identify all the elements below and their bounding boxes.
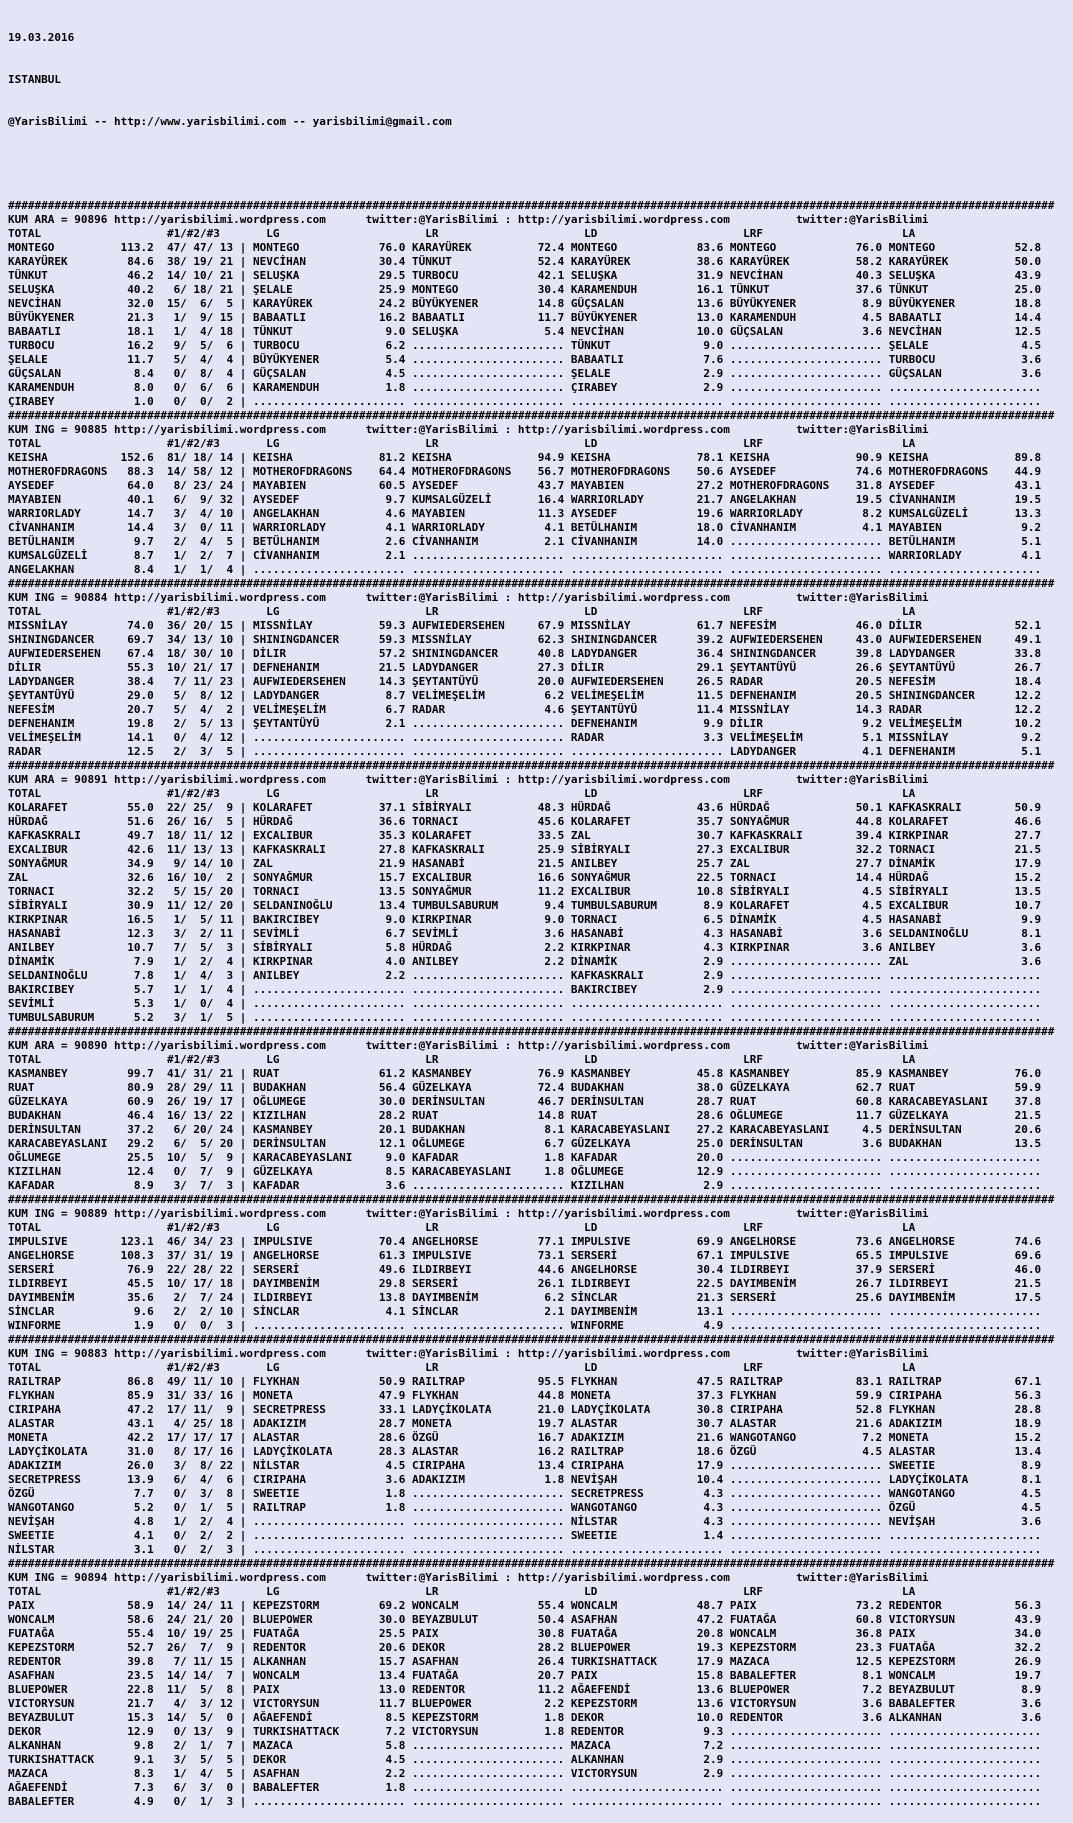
- data-row: HASANABİ 12.3 3/ 2/ 11 | SEVİMLİ 6.7 SEVİMLİ 3.6 HASANABİ 4.3 HASANABİ 3.6 SELDANINOĞLU 8.1: [8, 927, 1048, 940]
- data-row: WARRIORLADY 14.7 3/ 4/ 10 | ANGELAKHAN 4.6 MAYABIEN 11.3 AYSEDEF 19.6 WARRIORLADY 8.2 KUMSALGÜZELİ 13.3: [8, 507, 1048, 520]
- data-row: KAFKASKRALI 49.7 18/ 11/ 12 | EXCALIBUR 35.3 KOLARAFET 33.5 ZAL 30.7 KAFKASKRALI 39.4 KIRKPINAR 27.7: [8, 829, 1048, 842]
- data-row: CIRIPAHA 47.2 17/ 11/ 9 | SECRETPRESS 33.1 LADYÇİKOLATA 21.0 LADYÇİKOLATA 30.8 CIRIPAHA 52.8 FLYKHAN 28.8: [8, 1403, 1048, 1416]
- data-row: ILDIRBEYI 45.5 10/ 17/ 18 | DAYIMBENİM 29.8 SERSERİ 26.1 ILDIRBEYI 22.5 DAYIMBENİM 26.7 ILDIRBEYI 21.5: [8, 1277, 1048, 1290]
- section-header: KUM ARA = 90891 http://yarisbilimi.wordpress.com twitter:@YarisBilimi : http://yarisbilimi.wordpress.com twitter:@YarisBilimi: [8, 773, 929, 786]
- section-separator: ##############################################################################################################################################################: [8, 1025, 1055, 1038]
- data-row: ÖZGÜ 7.7 0/ 3/ 8 | SWEETIE 1.8 ....................... SECRETPRESS 4.3 ....................... WANGOTANGO 4.5: [8, 1487, 1048, 1500]
- section-separator: ##############################################################################################################################################################: [8, 1193, 1055, 1206]
- data-row: ADAKIZIM 26.0 3/ 8/ 22 | NİLSTAR 4.5 CIRIPAHA 13.4 CIRIPAHA 17.9 ....................... SWEETIE 8.9: [8, 1459, 1048, 1472]
- data-row: FLYKHAN 85.9 31/ 33/ 16 | MONETA 47.9 FLYKHAN 44.8 MONETA 37.3 FLYKHAN 59.9 CIRIPAHA 56.3: [8, 1389, 1048, 1402]
- data-row: SHININGDANCER 69.7 34/ 13/ 10 | SHININGDANCER 59.3 MISSNİLAY 62.3 SHININGDANCER 39.2 AUFWIEDERSEHEN 43.0 AUFWIEDERSEHEN 49.1: [8, 633, 1048, 646]
- column-header-row: TOTAL #1/#2/#3 LG LR LD LRF LA: [8, 1361, 916, 1374]
- data-row: FUATAĞA 55.4 10/ 19/ 25 | FUATAĞA 25.5 PAIX 30.8 FUATAĞA 20.8 WONCALM 36.8 PAIX 34.0: [8, 1627, 1048, 1640]
- data-row: SWEETIE 4.1 0/ 2/ 2 | ....................... ....................... SWEETIE 1.4 ....................... .......................: [8, 1529, 1048, 1542]
- data-row: KEPEZSTORM 52.7 26/ 7/ 9 | REDENTOR 20.6 DEKOR 28.2 BLUEPOWER 19.3 KEPEZSTORM 23.3 FUATAĞA 32.2: [8, 1641, 1048, 1654]
- data-row: NEVİŞAH 4.8 1/ 2/ 4 | ....................... ....................... NİLSTAR 4.3 ....................... NEVİŞAH 3.6: [8, 1515, 1048, 1528]
- data-row: KEISHA 152.6 81/ 18/ 14 | KEISHA 81.2 KEISHA 94.9 KEISHA 78.1 KEISHA 90.9 KEISHA 89.8: [8, 451, 1048, 464]
- data-row: DERİNSULTAN 37.2 6/ 20/ 24 | KASMANBEY 20.1 BUDAKHAN 8.1 KARACABEYASLANI 27.2 KARACABEYASLANI 4.5 DERİNSULTAN 20.6: [8, 1123, 1048, 1136]
- column-header-row: TOTAL #1/#2/#3 LG LR LD LRF LA: [8, 1585, 916, 1598]
- data-row: AYSEDEF 64.0 8/ 23/ 24 | MAYABIEN 60.5 AYSEDEF 43.7 MAYABIEN 27.2 MOTHEROFDRAGONS 31.8 AYSEDEF 43.1: [8, 479, 1048, 492]
- data-row: WINFORME 1.9 0/ 0/ 3 | ....................... ....................... WINFORME 4.9 ....................... .......................: [8, 1319, 1048, 1332]
- data-row: TUMBULSABURUM 5.2 3/ 1/ 5 | ....................... ....................... ....................... ....................... .......................: [8, 1011, 1048, 1024]
- column-header-row: TOTAL #1/#2/#3 LG LR LD LRF LA: [8, 1053, 916, 1066]
- data-row: LADYDANGER 38.4 7/ 11/ 23 | AUFWIEDERSEHEN 14.3 ŞEYTANTÜYÜ 20.0 AUFWIEDERSEHEN 26.5 RADAR 20.5 NEFESİM 18.4: [8, 675, 1048, 688]
- section-header: KUM ING = 90894 http://yarisbilimi.wordpress.com twitter:@YarisBilimi : http://yarisbilimi.wordpress.com twitter:@YarisBilimi: [8, 1571, 929, 1584]
- data-row: EXCALIBUR 42.6 11/ 13/ 13 | KAFKASKRALI 27.8 KAFKASKRALI 25.9 SİBİRYALI 27.3 EXCALIBUR 32.2 TORNACI 21.5: [8, 843, 1048, 856]
- data-row: OĞLUMEGE 25.5 10/ 5/ 9 | KARACABEYASLANI 9.0 KAFADAR 1.8 KAFADAR 20.0 ....................... .......................: [8, 1151, 1048, 1164]
- data-row: DİLIR 55.3 10/ 21/ 17 | DEFNEHANIM 21.5 LADYDANGER 27.3 DİLIR 29.1 ŞEYTANTÜYÜ 26.6 ŞEYTANTÜYÜ 26.7: [8, 661, 1048, 674]
- section-header: KUM ARA = 90896 http://yarisbilimi.wordpress.com twitter:@YarisBilimi : http://yarisbilimi.wordpress.com twitter:@YarisBilimi: [8, 213, 929, 226]
- data-row: RAILTRAP 86.8 49/ 11/ 10 | FLYKHAN 50.9 RAILTRAP 95.5 FLYKHAN 47.5 RAILTRAP 83.1 RAILTRAP 67.1: [8, 1375, 1048, 1388]
- data-row: BUDAKHAN 46.4 16/ 13/ 22 | KIZILHAN 28.2 RUAT 14.8 RUAT 28.6 OĞLUMEGE 11.7 GÜZELKAYA 21.5: [8, 1109, 1048, 1122]
- column-header-row: TOTAL #1/#2/#3 LG LR LD LRF LA: [8, 437, 916, 450]
- data-row: LADYÇİKOLATA 31.0 8/ 17/ 16 | LADYÇİKOLATA 28.3 ALASTAR 16.2 RAILTRAP 18.6 ÖZGÜ 4.5 ALASTAR 13.4: [8, 1445, 1048, 1458]
- data-row: NEVCİHAN 32.0 15/ 6/ 5 | KARAYÜREK 24.2 BÜYÜKYENER 14.8 GÜÇSALAN 13.6 BÜYÜKYENER 8.9 BÜYÜKYENER 18.8: [8, 297, 1048, 310]
- data-row: ŞELALE 11.7 5/ 4/ 4 | BÜYÜKYENER 5.4 ....................... BABAATLI 7.6 ....................... TURBOCU 3.6: [8, 353, 1048, 366]
- data-row: SECRETPRESS 13.9 6/ 4/ 6 | CIRIPAHA 3.6 ADAKIZIM 1.8 NEVİŞAH 10.4 ....................... LADYÇİKOLATA 8.1: [8, 1473, 1048, 1486]
- data-row: WANGOTANGO 5.2 0/ 1/ 5 | RAILTRAP 1.8 ....................... WANGOTANGO 4.3 ....................... ÖZGÜ 4.5: [8, 1501, 1048, 1514]
- data-row: SERSERİ 76.9 22/ 28/ 22 | SERSERİ 49.6 ILDIRBEYI 44.6 ANGELHORSE 30.4 ILDIRBEYI 37.9 SERSERİ 46.0: [8, 1263, 1048, 1276]
- data-row: CİVANHANIM 14.4 3/ 0/ 11 | WARRIORLADY 4.1 WARRIORLADY 4.1 BETÜLHANIM 18.0 CİVANHANIM 4.1 MAYABIEN 9.2: [8, 521, 1048, 534]
- data-row: NEFESİM 20.7 5/ 4/ 2 | VELİMEŞELİM 6.7 RADAR 4.6 ŞEYTANTÜYÜ 11.4 MISSNİLAY 14.3 RADAR 12.2: [8, 703, 1048, 716]
- data-row: BETÜLHANIM 9.7 2/ 4/ 5 | BETÜLHANIM 2.6 CİVANHANIM 2.1 CİVANHANIM 14.0 ....................... BETÜLHANIM 5.1: [8, 535, 1048, 548]
- data-row: ALASTAR 43.1 4/ 25/ 18 | ADAKIZIM 28.7 MONETA 19.7 ALASTAR 30.7 ALASTAR 21.6 ADAKIZIM 18.9: [8, 1417, 1048, 1430]
- section-separator: ##############################################################################################################################################################: [8, 409, 1055, 422]
- section-header: KUM ING = 90884 http://yarisbilimi.wordpress.com twitter:@YarisBilimi : http://yarisbilimi.wordpress.com twitter:@YarisBilimi: [8, 591, 929, 604]
- section-separator: ##############################################################################################################################################################: [8, 577, 1055, 590]
- column-header-row: TOTAL #1/#2/#3 LG LR LD LRF LA: [8, 605, 916, 618]
- section-header: KUM ING = 90889 http://yarisbilimi.wordpress.com twitter:@YarisBilimi : http://yarisbilimi.wordpress.com twitter:@YarisBilimi: [8, 1207, 929, 1220]
- section-header: KUM ING = 90883 http://yarisbilimi.wordpress.com twitter:@YarisBilimi : http://yarisbilimi.wordpress.com twitter:@YarisBilimi: [8, 1347, 929, 1360]
- data-row: GÜZELKAYA 60.9 26/ 19/ 17 | OĞLUMEGE 30.0 DERİNSULTAN 46.7 DERİNSULTAN 28.7 RUAT 60.8 KARACABEYASLANI 37.8: [8, 1095, 1048, 1108]
- data-row: KARAMENDUH 8.0 0/ 6/ 6 | KARAMENDUH 1.8 ....................... ÇIRABEY 2.9 ....................... .......................: [8, 381, 1048, 394]
- data-row: KASMANBEY 99.7 41/ 31/ 21 | RUAT 61.2 KASMANBEY 76.9 KASMANBEY 45.8 KASMANBEY 85.9 KASMANBEY 76.0: [8, 1067, 1048, 1080]
- data-row: NİLSTAR 3.1 0/ 2/ 3 | ....................... ....................... ....................... ....................... .......................: [8, 1543, 1048, 1556]
- data-row: TURBOCU 16.2 9/ 5/ 6 | TURBOCU 6.2 ....................... TÜNKUT 9.0 ....................... ŞELALE 4.5: [8, 339, 1048, 352]
- data-row: IMPULSIVE 123.1 46/ 34/ 23 | IMPULSIVE 70.4 ANGELHORSE 77.1 IMPULSIVE 69.9 ANGELHORSE 73.6 ANGELHORSE 74.6: [8, 1235, 1048, 1248]
- data-row: MAZACA 8.3 1/ 4/ 5 | ASAFHAN 2.2 ....................... VICTORYSUN 2.9 ....................... .......................: [8, 1767, 1048, 1780]
- data-row: ANGELHORSE 108.3 37/ 31/ 19 | ANGELHORSE 61.3 IMPULSIVE 73.1 SERSERİ 67.1 IMPULSIVE 65.5 IMPULSIVE 69.6: [8, 1249, 1048, 1262]
- data-row: ASAFHAN 23.5 14/ 14/ 7 | WONCALM 13.4 FUATAĞA 20.7 PAIX 15.8 BABALEFTER 8.1 WONCALM 19.7: [8, 1669, 1048, 1682]
- data-row: DEKOR 12.9 0/ 13/ 9 | TURKISHATTACK 7.2 VICTORYSUN 1.8 REDENTOR 9.3 ....................... .......................: [8, 1725, 1048, 1738]
- data-row: ALKANHAN 9.8 2/ 1/ 7 | MAZACA 5.8 ....................... MAZACA 7.2 ....................... .......................: [8, 1739, 1048, 1752]
- data-row: VICTORYSUN 21.7 4/ 3/ 12 | VICTORYSUN 11.7 BLUEPOWER 2.2 KEPEZSTORM 13.6 VICTORYSUN 3.6 BABALEFTER 3.6: [8, 1697, 1048, 1710]
- data-row: DEFNEHANIM 19.8 2/ 5/ 13 | ŞEYTANTÜYÜ 2.1 ....................... DEFNEHANIM 9.9 DİLIR 9.2 VELİMEŞELİM 10.2: [8, 717, 1048, 730]
- data-row: KIRKPINAR 16.5 1/ 5/ 11 | BAKIRCIBEY 9.0 KIRKPINAR 9.0 TORNACI 6.5 DİNAMİK 4.5 HASANABİ 9.9: [8, 913, 1048, 926]
- data-row: DİNAMİK 7.9 1/ 2/ 4 | KIRKPINAR 4.0 ANILBEY 2.2 DİNAMİK 2.9 ....................... ZAL 3.6: [8, 955, 1048, 968]
- data-row: ÇIRABEY 1.0 0/ 0/ 2 | ....................... ....................... ....................... ....................... .......................: [8, 395, 1048, 408]
- data-row: MISSNİLAY 74.0 36/ 20/ 15 | MISSNİLAY 59.3 AUFWIEDERSEHEN 67.9 MISSNİLAY 61.7 NEFESİM 46.0 DİLIR 52.1: [8, 619, 1048, 632]
- data-row: KIZILHAN 12.4 0/ 7/ 9 | GÜZELKAYA 8.5 KARACABEYASLANI 1.8 OĞLUMEGE 12.9 ....................... .......................: [8, 1165, 1048, 1178]
- data-row: RUAT 80.9 28/ 29/ 11 | BUDAKHAN 56.4 GÜZELKAYA 72.4 BUDAKHAN 38.0 GÜZELKAYA 62.7 RUAT 59.9: [8, 1081, 1048, 1094]
- data-row: MOTHEROFDRAGONS 88.3 14/ 58/ 12 | MOTHEROFDRAGONS 64.4 MOTHEROFDRAGONS 56.7 MOTHEROFDRAGONS 50.6 AYSEDEF 74.6 MOTHEROFDRAGONS 44.9: [8, 465, 1048, 478]
- data-row: ZAL 32.6 16/ 10/ 2 | SONYAĞMUR 15.7 EXCALIBUR 16.6 SONYAĞMUR 22.5 TORNACI 14.4 HÜRDAĞ 15.2: [8, 871, 1048, 884]
- blank-line: [8, 157, 1073, 171]
- data-row: HÜRDAĞ 51.6 26/ 16/ 5 | HÜRDAĞ 36.6 TORNACI 45.6 KOLARAFET 35.7 SONYAĞMUR 44.8 KOLARAFET 46.6: [8, 815, 1048, 828]
- data-row: KARAYÜREK 84.6 38/ 19/ 21 | NEVCİHAN 30.4 TÜNKUT 52.4 KARAYÜREK 38.6 KARAYÜREK 58.2 KARAYÜREK 50.0: [8, 255, 1048, 268]
- data-row: BÜYÜKYENER 21.3 1/ 9/ 15 | BABAATLI 16.2 BABAATLI 11.7 BÜYÜKYENER 13.0 KARAMENDUH 4.5 BABAATLI 14.4: [8, 311, 1048, 324]
- section-separator: ##############################################################################################################################################################: [8, 1333, 1055, 1346]
- data-row: BEYAZBULUT 15.3 14/ 5/ 0 | AĞAEFENDİ 8.5 KEPEZSTORM 1.8 DEKOR 10.0 REDENTOR 3.6 ALKANHAN 3.6: [8, 1711, 1048, 1724]
- data-row: KARACABEYASLANI 29.2 6/ 5/ 20 | DERİNSULTAN 12.1 OĞLUMEGE 6.7 GÜZELKAYA 25.0 DERİNSULTAN 3.6 BUDAKHAN 13.5: [8, 1137, 1048, 1150]
- data-row: MONETA 42.2 17/ 17/ 17 | ALASTAR 28.6 ÖZGÜ 16.7 ADAKIZIM 21.6 WANGOTANGO 7.2 MONETA 15.2: [8, 1431, 1048, 1444]
- data-row: REDENTOR 39.8 7/ 11/ 15 | ALKANHAN 15.7 ASAFHAN 26.4 TURKISHATTACK 17.9 MAZACA 12.5 KEPEZSTORM 26.9: [8, 1655, 1048, 1668]
- data-row: VELİMEŞELİM 14.1 0/ 4/ 12 | ....................... ....................... RADAR 3.3 VELİMEŞELİM 5.1 MISSNİLAY 9.2: [8, 731, 1048, 744]
- column-header-row: TOTAL #1/#2/#3 LG LR LD LRF LA: [8, 1221, 916, 1234]
- data-row: PAIX 58.9 14/ 24/ 11 | KEPEZSTORM 69.2 WONCALM 55.4 WONCALM 48.7 PAIX 73.2 REDENTOR 56.3: [8, 1599, 1048, 1612]
- data-row: ANILBEY 10.7 7/ 5/ 3 | SİBİRYALI 5.8 HÜRDAĞ 2.2 KIRKPINAR 4.3 KIRKPINAR 3.6 ANILBEY 3.6: [8, 941, 1048, 954]
- data-row: TORNACI 32.2 5/ 15/ 20 | TORNACI 13.5 SONYAĞMUR 11.2 EXCALIBUR 10.8 SİBİRYALI 4.5 SİBİRYALI 13.5: [8, 885, 1048, 898]
- data-row: MONTEGO 113.2 47/ 47/ 13 | MONTEGO 76.0 KARAYÜREK 72.4 MONTEGO 83.6 MONTEGO 76.0 MONTEGO 52.8: [8, 241, 1048, 254]
- data-row: WONCALM 58.6 24/ 21/ 20 | BLUEPOWER 30.0 BEYAZBULUT 50.4 ASAFHAN 47.2 FUATAĞA 60.8 VICTORYSUN 43.9: [8, 1613, 1048, 1626]
- data-row: BABALEFTER 4.9 0/ 1/ 3 | ....................... ....................... ....................... ....................... .......................: [8, 1795, 1048, 1808]
- data-row: SİBİRYALI 30.9 11/ 12/ 20 | SELDANINOĞLU 13.4 TUMBULSABURUM 9.4 TUMBULSABURUM 8.9 KOLARAFET 4.5 EXCALIBUR 10.7: [8, 899, 1048, 912]
- section-separator: ##############################################################################################################################################################: [8, 1557, 1055, 1570]
- report-date: 19.03.2016: [8, 31, 75, 44]
- data-row: ŞEYTANTÜYÜ 29.0 5/ 8/ 12 | LADYDANGER 8.7 VELİMEŞELİM 6.2 VELİMEŞELİM 11.5 DEFNEHANIM 20.5 SHININGDANCER 12.2: [8, 689, 1048, 702]
- data-row: AĞAEFENDİ 7.3 6/ 3/ 0 | BABALEFTER 1.8 ....................... ....................... ....................... .......................: [8, 1781, 1048, 1794]
- data-row: RADAR 12.5 2/ 3/ 5 | ....................... ....................... ....................... LADYDANGER 4.1 DEFNEHANIM 5.1: [8, 745, 1048, 758]
- data-row: GÜÇSALAN 8.4 0/ 8/ 4 | GÜÇSALAN 4.5 ....................... ŞELALE 2.9 ....................... GÜÇSALAN 3.6: [8, 367, 1048, 380]
- data-row: BLUEPOWER 22.8 11/ 5/ 8 | PAIX 13.0 REDENTOR 11.2 AĞAEFENDİ 13.6 BLUEPOWER 7.2 BEYAZBULUT 8.9: [8, 1683, 1048, 1696]
- data-row: SONYAĞMUR 34.9 9/ 14/ 10 | ZAL 21.9 HASANABİ 21.5 ANILBEY 25.7 ZAL 27.7 DİNAMİK 17.9: [8, 857, 1048, 870]
- data-row: ANGELAKHAN 8.4 1/ 1/ 4 | ....................... ....................... ....................... ....................... .......................: [8, 563, 1048, 576]
- data-row: KOLARAFET 55.0 22/ 25/ 9 | KOLARAFET 37.1 SİBİRYALI 48.3 HÜRDAĞ 43.6 HÜRDAĞ 50.1 KAFKASKRALI 50.9: [8, 801, 1048, 814]
- column-header-row: TOTAL #1/#2/#3 LG LR LD LRF LA: [8, 787, 916, 800]
- data-row: SEVİMLİ 5.3 1/ 0/ 4 | ....................... ....................... ....................... ....................... .......................: [8, 997, 1048, 1010]
- data-row: BAKIRCIBEY 5.7 1/ 1/ 4 | ....................... ....................... BAKIRCIBEY 2.9 ....................... .......................: [8, 983, 1048, 996]
- data-row: BABAATLI 18.1 1/ 4/ 18 | TÜNKUT 9.0 SELUŞKA 5.4 NEVCİHAN 10.0 GÜÇSALAN 3.6 NEVCİHAN 12.5: [8, 325, 1048, 338]
- column-header-row: TOTAL #1/#2/#3 LG LR LD LRF LA: [8, 227, 916, 240]
- report-city: ISTANBUL: [8, 73, 61, 86]
- report-contact-line: @YarisBilimi -- http://www.yarisbilimi.com -- yarisbilimi@gmail.com: [8, 115, 452, 128]
- data-row: TÜNKUT 46.2 14/ 10/ 21 | SELUŞKA 29.5 TURBOCU 42.1 SELUŞKA 31.9 NEVCİHAN 40.3 SELUŞKA 43.9: [8, 269, 1048, 282]
- data-row: SELDANINOĞLU 7.8 1/ 4/ 3 | ANILBEY 2.2 ....................... KAFKASKRALI 2.9 ....................... .......................: [8, 969, 1048, 982]
- section-separator: ##############################################################################################################################################################: [8, 199, 1055, 212]
- data-row: DAYIMBENİM 35.6 2/ 7/ 24 | ILDIRBEYI 13.8 DAYIMBENİM 6.2 SİNCLAR 21.3 SERSERİ 25.6 DAYIMBENİM 17.5: [8, 1291, 1048, 1304]
- section-separator: ##############################################################################################################################################################: [8, 759, 1055, 772]
- data-row: SELUŞKA 40.2 6/ 18/ 21 | ŞELALE 25.9 MONTEGO 30.4 KARAMENDUH 16.1 TÜNKUT 37.6 TÜNKUT 25.0: [8, 283, 1048, 296]
- section-header: KUM ING = 90885 http://yarisbilimi.wordpress.com twitter:@YarisBilimi : http://yarisbilimi.wordpress.com twitter:@YarisBilimi: [8, 423, 929, 436]
- data-row: MAYABIEN 40.1 6/ 9/ 32 | AYSEDEF 9.7 KUMSALGÜZELİ 16.4 WARRIORLADY 21.7 ANGELAKHAN 19.5 CİVANHANIM 19.5: [8, 493, 1048, 506]
- data-row: KUMSALGÜZELİ 8.7 1/ 2/ 7 | CİVANHANIM 2.1 ....................... ....................... ....................... WARRIORLADY 4.1: [8, 549, 1048, 562]
- data-row: TURKISHATTACK 9.1 3/ 5/ 5 | DEKOR 4.5 ....................... ALKANHAN 2.9 ....................... .......................: [8, 1753, 1048, 1766]
- sections-container: [8, 199, 1073, 1809]
- data-row: SİNCLAR 9.6 2/ 2/ 10 | SİNCLAR 4.1 SİNCLAR 2.1 DAYIMBENİM 13.1 ....................... .......................: [8, 1305, 1048, 1318]
- data-row: KAFADAR 8.9 3/ 7/ 3 | KAFADAR 3.6 ....................... KIZILHAN 2.9 ....................... .......................: [8, 1179, 1048, 1192]
- data-row: AUFWIEDERSEHEN 67.4 18/ 30/ 10 | DİLIR 57.2 SHININGDANCER 40.8 LADYDANGER 36.4 SHININGDANCER 39.8 LADYDANGER 33.8: [8, 647, 1048, 660]
- section-header: KUM ARA = 90890 http://yarisbilimi.wordpress.com twitter:@YarisBilimi : http://yarisbilimi.wordpress.com twitter:@YarisBilimi: [8, 1039, 929, 1052]
